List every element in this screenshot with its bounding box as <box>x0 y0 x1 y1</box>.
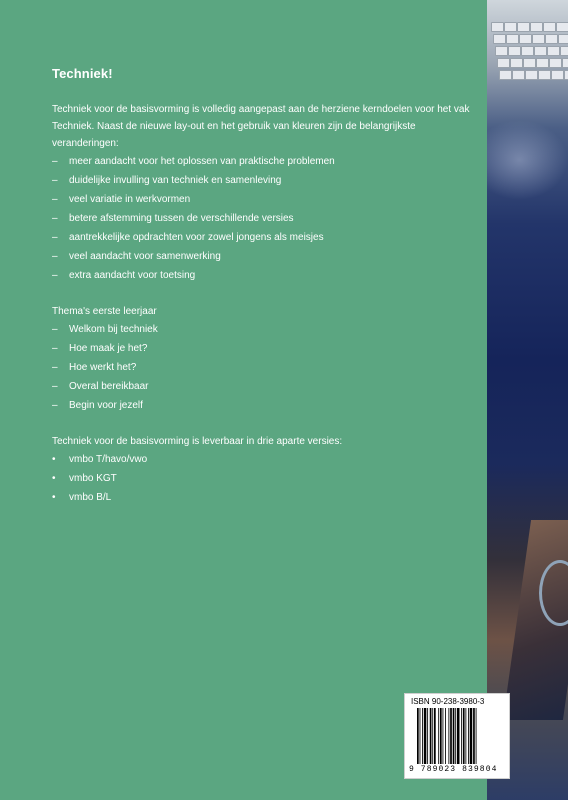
list-item-text: veel variatie in werkvormen <box>69 194 191 205</box>
list-marker: – <box>52 343 58 354</box>
barcode-bar <box>455 708 456 764</box>
change-item <box>52 209 472 228</box>
list-item-text: aantrekkelijke opdrachten voor zowel jongens als meisjes <box>69 232 324 243</box>
keyboard-key <box>532 34 545 44</box>
barcode-bar <box>450 708 452 764</box>
keyboard-key <box>545 34 558 44</box>
isbn-label: ISBN 90-238-3980-3 <box>411 697 485 706</box>
list-item-text: Welkom bij techniek <box>69 324 158 335</box>
keyboard-key <box>512 70 525 80</box>
keyboard-key <box>549 58 562 68</box>
barcode-bar <box>476 708 477 764</box>
barcode-bar <box>432 708 433 764</box>
theme-item <box>52 339 472 358</box>
change-item <box>52 152 472 171</box>
list-marker: – <box>52 194 58 205</box>
theme-item <box>52 377 472 396</box>
intro-paragraph: Techniek voor de basisvorming is volledig aangepast aan de herziene kerndoelen voor het vak Techniek. Naast de nieuwe lay-out en het gebruik van kleuren zijn de belangrijkste veranderingen: <box>52 104 470 149</box>
barcode <box>417 708 501 764</box>
barcode-bar <box>422 708 423 764</box>
list-item-text: vmbo T/havo/vwo <box>69 454 148 465</box>
list-marker: – <box>52 156 58 167</box>
barcode-bar <box>438 708 439 764</box>
list-item-text: vmbo B/L <box>69 492 112 503</box>
keyboard-key <box>538 70 551 80</box>
changes-list <box>52 152 472 285</box>
list-item-text: veel aandacht voor samenwerking <box>69 251 221 262</box>
isbn-barcode-box <box>404 693 510 779</box>
version-item <box>52 469 472 488</box>
list-marker: • <box>52 454 56 465</box>
change-item <box>52 171 472 190</box>
list-item-text: Begin voor jezelf <box>69 400 143 411</box>
barcode-bar <box>445 708 446 764</box>
change-item <box>52 190 472 209</box>
list-marker: – <box>52 270 58 281</box>
keyboard-key <box>506 34 519 44</box>
list-marker: • <box>52 492 56 503</box>
list-marker: – <box>52 251 58 262</box>
list-marker: – <box>52 213 58 224</box>
list-item-text: duidelijke invulling van techniek en samenleving <box>69 175 282 186</box>
keyboard-key <box>530 22 543 32</box>
barcode-bar <box>440 708 442 764</box>
barcode-bar <box>417 708 419 764</box>
theme-item <box>52 320 472 339</box>
list-item-text: meer aandacht voor het oplossen van praktische problemen <box>69 156 335 167</box>
keyboard-key <box>523 58 536 68</box>
theme-item <box>52 358 472 377</box>
list-marker: • <box>52 473 56 484</box>
version-item <box>52 488 472 507</box>
keyboard-key <box>508 46 521 56</box>
list-marker: – <box>52 381 58 392</box>
keyboard-key <box>543 22 556 32</box>
photo-glow <box>487 120 568 200</box>
text-content <box>52 66 472 507</box>
keyboard-key <box>497 58 510 68</box>
keyboard-key <box>504 22 517 32</box>
barcode-bar <box>461 708 462 764</box>
keyboard-key <box>551 70 564 80</box>
keyboard-key <box>562 58 568 68</box>
barcode-bar <box>457 708 460 764</box>
keyboard-key <box>495 46 508 56</box>
barcode-bar <box>424 708 427 764</box>
barcode-bar <box>470 708 473 764</box>
keyboard-key <box>493 34 506 44</box>
keyboard-key <box>547 46 560 56</box>
keyboard-key <box>519 34 532 44</box>
barcode-bar <box>420 708 421 764</box>
list-item-text: extra aandacht voor toetsing <box>69 270 196 281</box>
barcode-bar <box>430 708 432 764</box>
list-marker: – <box>52 175 58 186</box>
list-item-text: vmbo KGT <box>69 473 117 484</box>
versions-heading: Techniek voor de basisvorming is leverbaar in drie aparte versies: <box>52 436 343 447</box>
themes-list <box>52 320 472 415</box>
version-item <box>52 450 472 469</box>
list-marker: – <box>52 232 58 243</box>
barcode-bar <box>448 708 449 764</box>
page-title: Techniek! <box>52 66 113 81</box>
themes-heading: Thema's eerste leerjaar <box>52 306 157 317</box>
keyboard-key <box>534 46 547 56</box>
keyboard-key <box>558 34 568 44</box>
barcode-digits: 9 789023 839804 <box>409 765 498 774</box>
keyboard-key <box>564 70 568 80</box>
keyboard-key <box>560 46 568 56</box>
barcode-bar <box>468 708 469 764</box>
barcode-bar <box>427 708 428 764</box>
barcode-bar <box>465 708 466 764</box>
keyboard-key <box>536 58 549 68</box>
list-item-text: Overal bereikbaar <box>69 381 149 392</box>
keyboard-photo <box>487 22 568 92</box>
keyboard-key <box>525 70 538 80</box>
keyboard-key <box>499 70 512 80</box>
photo-strip <box>487 0 568 800</box>
list-item-text: Hoe werkt het? <box>69 362 137 373</box>
keyboard-key <box>517 22 530 32</box>
list-marker: – <box>52 324 58 335</box>
keyboard-key <box>510 58 523 68</box>
barcode-bar <box>473 708 475 764</box>
keyboard-key <box>556 22 568 32</box>
barcode-bar <box>453 708 455 764</box>
list-marker: – <box>52 362 58 373</box>
keyboard-key <box>521 46 534 56</box>
change-item <box>52 266 472 285</box>
list-item-text: Hoe maak je het? <box>69 343 148 354</box>
theme-item <box>52 396 472 415</box>
barcode-bar <box>434 708 436 764</box>
list-marker: – <box>52 400 58 411</box>
change-item <box>52 228 472 247</box>
list-item-text: betere afstemming tussen de verschillende versies <box>69 213 294 224</box>
barcode-bar <box>463 708 465 764</box>
versions-list <box>52 450 472 507</box>
keyboard-key <box>491 22 504 32</box>
barcode-bar <box>443 708 444 764</box>
change-item <box>52 247 472 266</box>
